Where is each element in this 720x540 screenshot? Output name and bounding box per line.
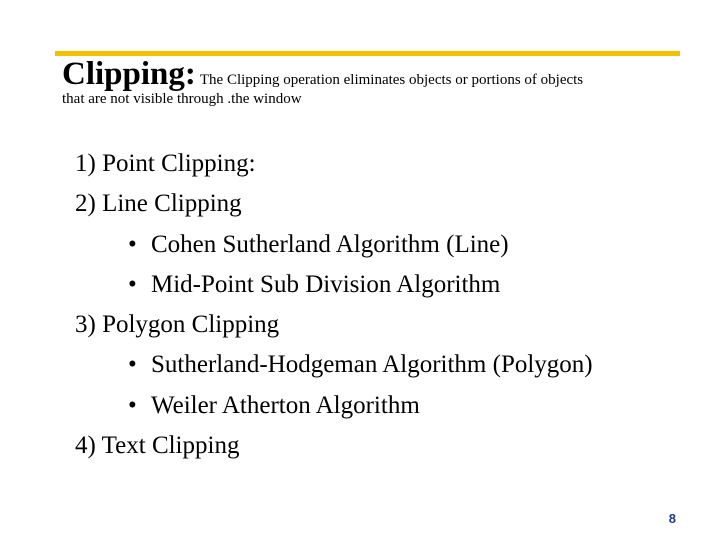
slide-subtitle-part-2: that are not visible through .the window — [62, 91, 302, 107]
slide-title: Clipping: — [62, 56, 196, 92]
list-item-line-clipping — [75, 184, 695, 224]
clipping-topics-list — [75, 144, 695, 466]
title-line-1 — [62, 58, 702, 91]
bullet-icon: • — [128, 270, 137, 298]
page-number: 8 — [668, 511, 676, 526]
sub-item-cohen-sutherland — [75, 225, 695, 265]
bullet-icon: • — [128, 391, 137, 419]
sub-item-text: Mid-Point Sub Division Algorithm — [151, 270, 501, 298]
sub-item-text: Weiler Atherton Algorithm — [151, 391, 420, 419]
sub-item-text: Sutherland-Hodgeman Algorithm (Polygon) — [151, 351, 593, 379]
bullet-icon: • — [128, 351, 137, 379]
sub-item-mid-point — [75, 265, 695, 305]
sub-item-text: Cohen Sutherland Algorithm (Line) — [151, 230, 509, 258]
list-item-point-clipping — [75, 144, 695, 184]
slide-title-block — [62, 58, 702, 108]
slide-subtitle-part-1: The Clipping operation eliminates objects or portions of objects — [199, 72, 584, 88]
list-item-polygon-clipping — [75, 305, 695, 345]
bullet-icon: • — [128, 230, 137, 258]
sub-item-weiler-atherton — [75, 386, 695, 426]
list-item-text: 3) Polygon Clipping — [75, 311, 280, 339]
list-item-text-clipping — [75, 426, 695, 466]
list-item-text: 4) Text Clipping — [75, 432, 240, 460]
list-item-text: 2) Line Clipping — [75, 190, 242, 218]
sub-item-sutherland-hodgeman — [75, 345, 695, 385]
list-item-text: 1) Point Clipping: — [75, 150, 256, 177]
